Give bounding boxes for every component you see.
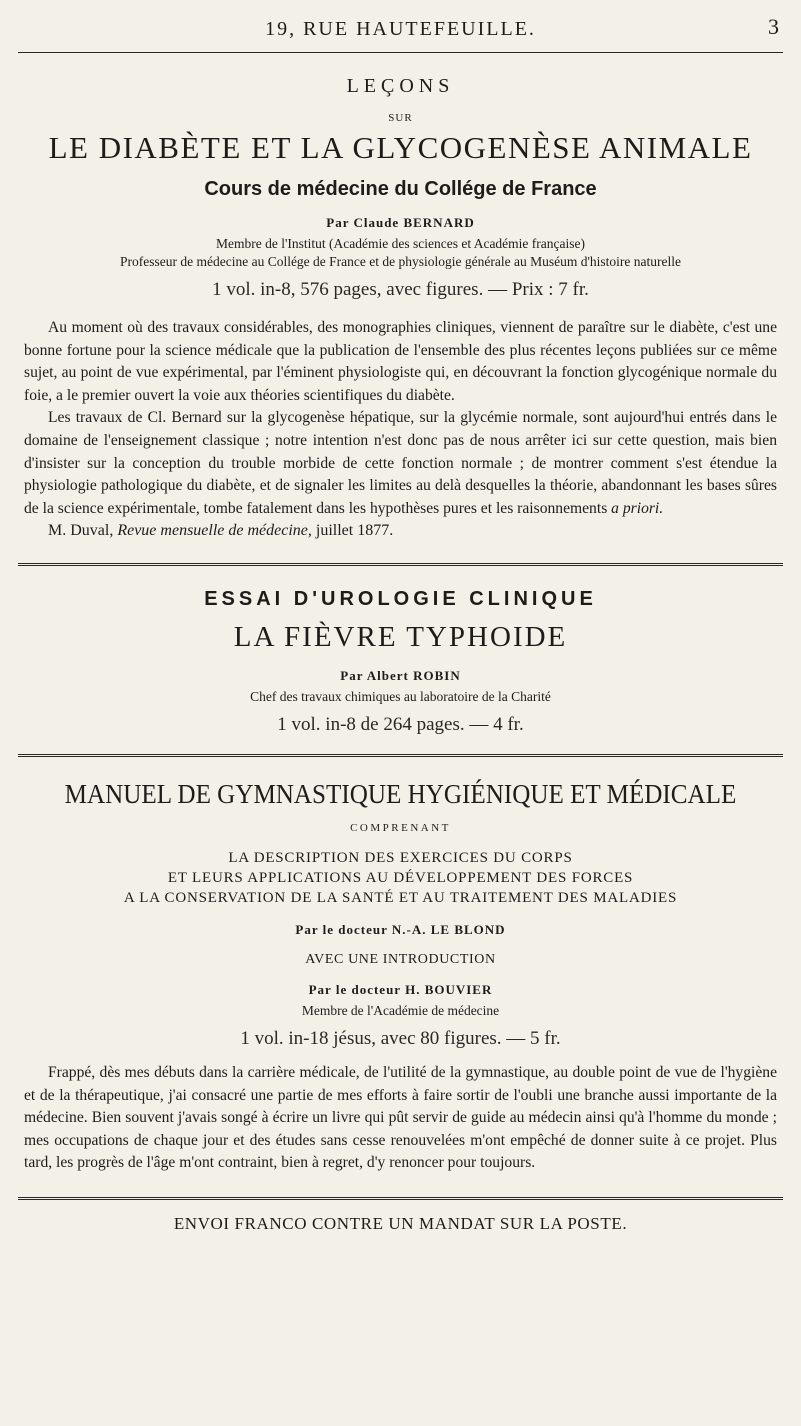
divider-1 (18, 563, 783, 566)
book1-title: LE DIABÈTE ET LA GLYCOGENÈSE ANIMALE (48, 130, 753, 165)
book1-quote-source (24, 520, 777, 543)
book1-paragraph-2 (24, 407, 777, 520)
book1-byline: Par Claude BERNARD (326, 215, 475, 230)
book-robin (18, 588, 783, 736)
book-le-blond (18, 779, 783, 1175)
book1-source-date: juillet 1877. (315, 522, 394, 540)
book1-source-author: M. Duval, (48, 522, 114, 540)
divider-2 (18, 754, 783, 757)
footer-note: ENVOI FRANCO CONTRE UN MANDAT SUR LA POSTE. (173, 1213, 628, 1233)
book3-description (18, 848, 783, 908)
book3-excerpt (18, 1062, 783, 1175)
book1-affil-line-2: Professeur de médecine au Collége de France et de physiologie générale au Muséum d'histoire naturelle (120, 254, 681, 269)
book1-review (18, 317, 783, 543)
running-header (18, 0, 783, 52)
book1-source-journal: Revue mensuelle de médecine, (117, 522, 312, 540)
book2-affiliation: Chef des travaux chimiques au laboratoire de la Charité (250, 688, 551, 704)
page (18, 0, 783, 1234)
book1-paragraph-1: Au moment où des travaux considérables, des monographies cliniques, viennent de paraître sur le diabète, c'est une bonne fortune pour la science médicale que la publication de l'ensemble des plus récentes leçons publiées sur ce même sujet, au point de vue expérimental, par l'éminent physiologiste qui, en découvrant la fonction glycogénique normale du foie, a le premier ouvert la voie aux théories scientifiques du diabète. (24, 319, 777, 404)
book1-affil-line-1: Membre de l'Institut (Académie des sciences et Académie française) (215, 236, 586, 251)
book2-title-small: ESSAI D'UROLOGIE CLINIQUE (204, 587, 597, 610)
book2-volume-price: 1 vol. in-8 de 264 pages. — 4 fr. (277, 713, 524, 735)
book3-comprenant: COMPRENANT (350, 821, 451, 834)
book1-volume-price: 1 vol. in-8, 576 pages, avec figures. — Prix : 7 fr. (212, 279, 589, 300)
book3-paragraph: Frappé, dès mes débuts dans la carrière médicale, de l'utilité de la gymnastique, au double point de vue de l'hygiène et de la thérapeutique, j'ai consacré une partie de mes efforts à faire sortir de l'oubli une branche aussi importante de la médecine. Bien souvent j'avais songé à écrire un livre qui pût servir de guide au médecin ainsi qu'à l'homme du monde ; mes occupations de chaque jour et des études sans cesse renouvelées m'ont empêché de donner suite à ce projet. Plus tard, les progrès de l'âge m'ont contraint, bien à regret, d'y renoncer pour toujours. (24, 1063, 777, 1172)
book3-byline: Par le docteur N.-A. LE BLOND (295, 921, 506, 937)
book1-a-priori: a priori. (611, 499, 664, 517)
page-number: 3 (768, 14, 779, 39)
book3-byline-2: Par le docteur H. BOUVIER (308, 981, 493, 997)
book1-paragraph-2-text: Les travaux de Cl. Bernard sur la glycogenèse hépatique, sur la glycémie normale, sont aujourd'hui entrés dans le domaine de l'enseignement classique ; notre intention n'est donc pas de nous arrêter ici sur cette question, mais bien d'insister sur la conception du trouble morbide de cette fonction normale ; de montrer comment s'est étendue la physiologie pathologique du diabète, et de signaler les limites au delà desquelles la théorie, abandonnant les bases sûres de la science expérimentale, tombe fatalement dans les hypothèses pures et les raisonnements (24, 409, 777, 517)
header-rule (18, 52, 783, 53)
book3-description-line-1: LA DESCRIPTION DES EXERCICES DU CORPS (228, 849, 573, 866)
book1-title-small: LEÇONS (346, 75, 455, 97)
book3-title: MANUEL DE GYMNASTIQUE HYGIÉNIQUE ET MÉDICALE (64, 778, 737, 809)
book3-description-line-2: ET LEURS APPLICATIONS AU DÉVELOPPEMENT DES FORCES (167, 869, 634, 886)
book3-affiliation: Membre de l'Académie de médecine (301, 1002, 500, 1018)
book1-sur: SUR (388, 112, 413, 124)
book1-subtitle: Cours de médecine du Collége de France (204, 178, 597, 200)
book2-title: LA FIÈVRE TYPHOIDE (233, 620, 568, 653)
header-address: 19, RUE HAUTEFEUILLE. (265, 18, 536, 40)
book2-byline: Par Albert ROBIN (340, 667, 461, 683)
book3-description-line-3: A LA CONSERVATION DE LA SANTÉ ET AU TRAITEMENT DES MALADIES (123, 889, 678, 906)
book1-affiliation (18, 235, 783, 271)
book3-volume-price: 1 vol. in-18 jésus, avec 80 figures. — 5 fr. (240, 1027, 561, 1049)
divider-3 (18, 1197, 783, 1200)
book-bernard (18, 75, 783, 543)
book3-introduction-label: AVEC UNE INTRODUCTION (305, 951, 496, 967)
